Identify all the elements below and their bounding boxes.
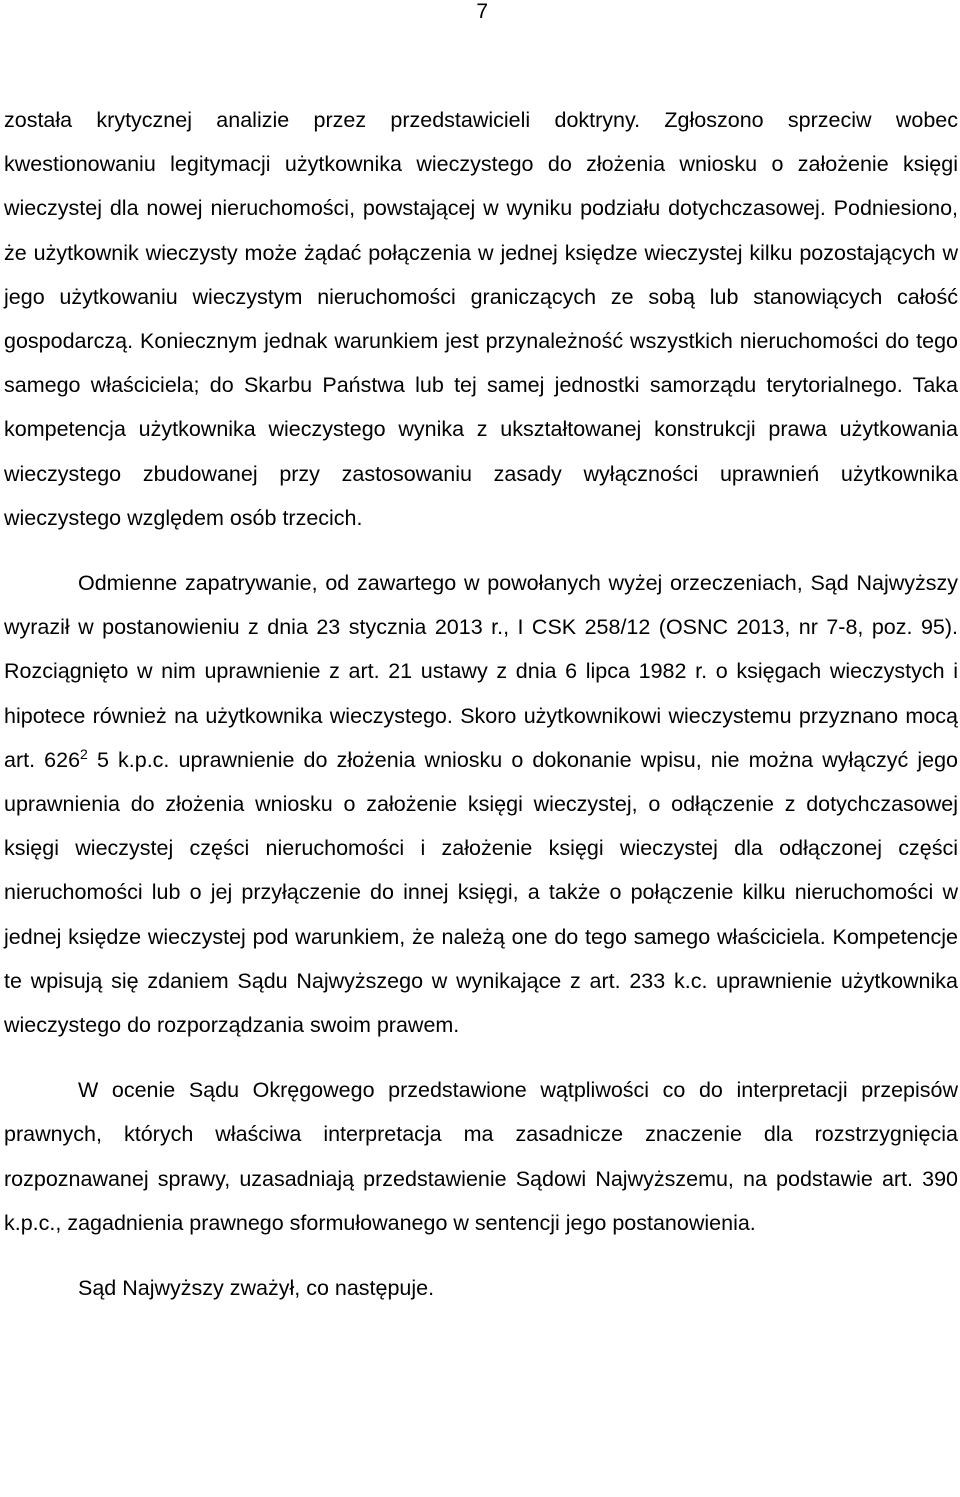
paragraph-odmienne bbox=[4, 561, 958, 1047]
paragraph-odmienne-text-end: 5 k.p.c. uprawnienie do złożenia wniosku o dokonanie wpisu, nie można wyłączyć jego uprawnienia do złożenia wniosku o założenie księgi wieczystej, o odłączenie z dotychczasowej księgi wieczystej części nieruchomości i założenie księgi wieczystej dla odłączonej części nieruchomości lub o jej przyłączenie do innej księgi, a także o połączenie kilku nieruchomości w jednej księdze wieczystej pod warunkiem, że należą one do tego samego właściciela. Kompetencje te wpisują się zdaniem Sądu Najwyższego w wynikające z art. 233 k.c. uprawnienie użytkownika wieczystego do rozporządzania swoim prawem. bbox=[4, 747, 958, 1038]
document-body bbox=[4, 98, 958, 1310]
paragraph-odmienne-text-start: Odmienne zapatrywanie, od zawartego w powołanych wyżej orzeczeniach, Sąd Najwyższy wyraził w postanowieniu z dnia 23 stycznia 2013 r., I CSK 258/12 (OSNC 2013, nr 7-8, poz. 95). Rozciągnięto w nim uprawnienie z art. 21 ustawy z dnia 6 lipca 1982 r. o księgach wieczystych i hipotece również na użytkownika wieczystego. Skoro użytkownikowi wieczystemu przyznano mocą art. 626 bbox=[4, 571, 958, 772]
paragraph-continuation: została krytycznej analizie przez przedstawicieli doktryny. Zgłoszono sprzeciw wobec kwestionowaniu legitymacji użytkownika wieczystego do złożenia wniosku o założenie księgi wieczystej dla nowej nieruchomości, powstającej w wyniku podziału dotychczasowej. Podniesiono, że użytkownik wieczysty może żądać połączenia w jednej księdze wieczystej kilku pozostających w jego użytkowaniu wieczystym nieruchomości graniczących ze sobą lub stanowiących całość gospodarczą. Koniecznym jednak warunkiem jest przynależność wszystkich nieruchomości do tego samego właściciela; do Skarbu Państwa lub tej samej jednostki samorządu terytorialnego. Taka kompetencja użytkownika wieczystego wynika z ukształtowanej konstrukcji prawa użytkowania wieczystego zbudowanej przy zastosowaniu zasady wyłączności uprawnień użytkownika wieczystego względem osób trzecich. bbox=[4, 108, 958, 530]
page-number: 7 bbox=[476, 0, 488, 23]
paragraph-ocena: W ocenie Sądu Okręgowego przedstawione wątpliwości co do interpretacji przepisów prawnych, których właściwa interpretacja ma zasadnicze znaczenie dla rozstrzygnięcia rozpoznawanej sprawy, uzasadniają przedstawienie Sądowi Najwyższemu, na podstawie art. 390 k.p.c., zagadnienia prawnego sformułowanego w sentencji jego postanowienia. bbox=[4, 1078, 958, 1235]
article-superscript: 2 bbox=[80, 745, 88, 762]
paragraph-zwazyl: Sąd Najwyższy zważył, co następuje. bbox=[78, 1276, 435, 1301]
